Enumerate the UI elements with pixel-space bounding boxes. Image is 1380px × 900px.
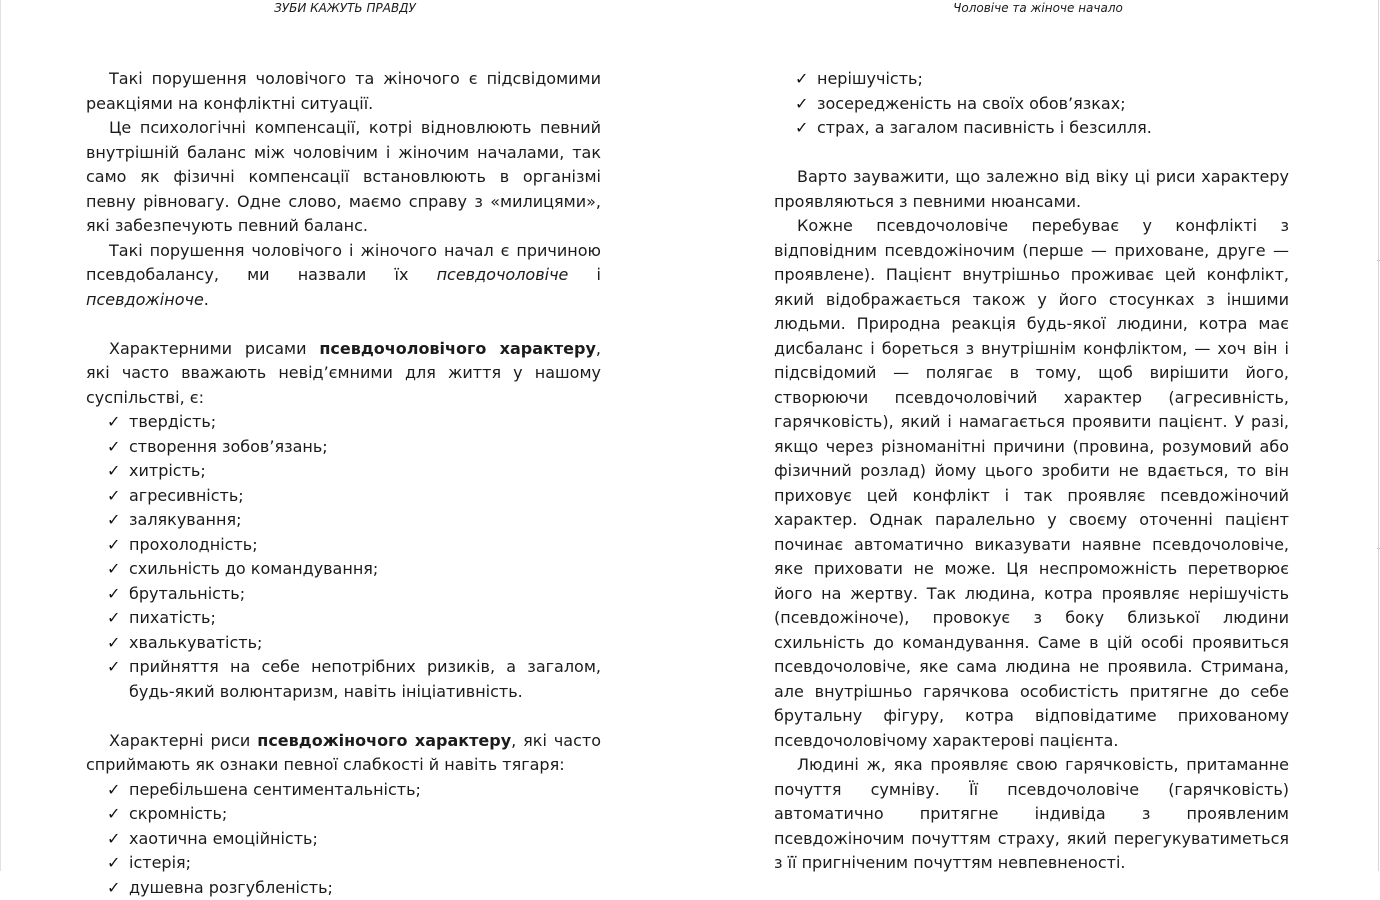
text-run: і (568, 265, 601, 284)
text-run: , які часто вважають невід’ємними для життя у нашому суспільстві, є: (86, 339, 601, 407)
paragraph: Такі порушення чоловічого та жіночого є підсвідомими реакціями на конфліктні ситуації. (86, 67, 601, 116)
list-item (86, 410, 601, 435)
text-run: Характерними рисами (109, 339, 319, 358)
list-item (774, 92, 1289, 117)
check-icon: ✓ (107, 557, 123, 582)
check-icon: ✓ (107, 606, 123, 631)
list-item-text: хвалькуватість; (129, 633, 262, 652)
right-page (688, 0, 1368, 871)
paragraph (86, 729, 601, 778)
list-item-text: хитрість; (129, 461, 206, 480)
list-item-text: створення зобов’язань; (129, 437, 328, 456)
list-item-text: скромність; (129, 804, 227, 823)
paragraph (86, 239, 601, 313)
paragraph (86, 337, 601, 411)
paragraph: Людині ж, яка проявляє свою гарячковість, притаманне почуття сумніву. Її псевдочоловіче (гарячковість) автоматично притягне індивіда з проявленим псевдожіночим почуттям страху, який перегукуватиметься з її пригніченим почуттям невпевненості. (774, 753, 1289, 876)
feminine-traits-list (86, 778, 601, 900)
list-item-text: перебільшена сентиментальність; (129, 780, 421, 799)
check-icon: ✓ (107, 802, 123, 827)
bold-term: псевдочоловічого характеру (319, 339, 596, 358)
check-icon: ✓ (107, 827, 123, 852)
paragraph: Варто зауважити, що залежно від віку ці риси характеру проявляються з певними нюансами. (774, 165, 1289, 214)
check-icon: ✓ (107, 459, 123, 484)
list-item (86, 582, 601, 607)
right-page-body (774, 67, 1289, 876)
check-icon: ✓ (795, 116, 811, 141)
running-head-left: ЗУБИ КАЖУТЬ ПРАВДУ (230, 0, 460, 16)
list-item-text: нерішучість; (817, 69, 923, 88)
check-icon: ✓ (107, 508, 123, 533)
masculine-traits-list (86, 410, 601, 704)
list-item (86, 606, 601, 631)
list-item-text: прийняття на себе непотрібних ризиків, а загалом, будь-який волюнтаризм, навіть ініціативність. (129, 657, 601, 701)
left-page (0, 0, 688, 871)
check-icon: ✓ (107, 655, 123, 680)
list-item-text: пихатість; (129, 608, 216, 627)
list-item (86, 802, 601, 827)
list-item (86, 533, 601, 558)
list-item-text: зосередженість на своїх обов’язках; (817, 94, 1126, 113)
check-icon: ✓ (107, 435, 123, 460)
italic-term: псевдочоловіче (437, 265, 569, 284)
list-item-text: агресивність; (129, 486, 244, 505)
list-item (774, 67, 1289, 92)
list-item-text: брутальність; (129, 584, 245, 603)
text-run: Такі порушення чоловічого і жіночого начал є причиною псевдобалансу, ми назвали їх (86, 241, 601, 285)
check-icon: ✓ (107, 851, 123, 876)
text-run: . (204, 290, 209, 309)
list-item (86, 484, 601, 509)
list-item-text: страх, а загалом пасивність і безсилля. (817, 118, 1152, 137)
check-icon: ✓ (107, 484, 123, 509)
list-item-text: твердість; (129, 412, 216, 431)
text-run: , які часто сприймають як ознаки певної слабкості й навіть тягаря: (86, 731, 601, 775)
list-item (86, 851, 601, 876)
list-item (86, 435, 601, 460)
running-head-right: Чоловіче та жіноче начало (918, 0, 1158, 16)
feminine-traits-list-continued (774, 67, 1289, 141)
list-item-text: істерія; (129, 853, 191, 872)
list-item (86, 827, 601, 852)
list-item (86, 778, 601, 803)
check-icon: ✓ (795, 92, 811, 117)
check-icon: ✓ (107, 631, 123, 656)
check-icon: ✓ (107, 410, 123, 435)
list-item-text: хаотична емоційність; (129, 829, 318, 848)
list-item-text: душевна розгубленість; (129, 878, 333, 897)
viewer-edge (1378, 0, 1379, 871)
text-run: Характерні риси (109, 731, 257, 750)
list-item (86, 508, 601, 533)
list-item (86, 631, 601, 656)
list-item (774, 116, 1289, 141)
list-item (86, 655, 601, 704)
spacer (86, 312, 601, 337)
paragraph: Це психологічні компенсації, котрі відновлюють певний внутрішній баланс між чоловічим і жіночим началами, так само як фізичні компенсації встановлюють в організмі певну рівновагу. Одне слово, маємо справу з «милицями», які забезпечують певний баланс. (86, 116, 601, 239)
check-icon: ✓ (107, 582, 123, 607)
check-icon: ✓ (795, 67, 811, 92)
list-item (86, 557, 601, 582)
list-item-text: схильність до командування; (129, 559, 378, 578)
list-item (86, 876, 601, 900)
spacer (774, 141, 1289, 166)
check-icon: ✓ (107, 778, 123, 803)
list-item-text: залякування; (129, 510, 241, 529)
bold-term: псевдожіночого характеру (257, 731, 511, 750)
spacer (86, 704, 601, 729)
list-item-text: прохолодність; (129, 535, 258, 554)
paragraph: Кожне псевдочоловіче перебуває у конфлікті з відповідним псевдожіночим (перше — приховане, друге — проявлене). Пацієнт внутрішньо проживає цей конфлікт, який відображається також у його стосунках з іншими людьми. Природна реакція будь-якої людини, котра має дисбаланс і бореться з внутрішнім конфліктом, — хоч він і підсвідомий — полягає в тому, щоб вирішити його, створюючи псевдочоловічий характер (агресивність, гарячковість), який і намагається проявити пацієнт. У разі, якщо через різноманітні причини (провина, розумовий або фізичний розлад) йому цього зробити не вдається, то він приховує цей конфлікт і так проявляє псевдожіночий характер. Однак паралельно у своєму оточенні пацієнт починає автоматично виказувати наявне псевдочоловіче, яке приховати не може. Ця неспроможність перетворює його на жертву. Так людина, котра проявляє нерішучість (псевдожіноче), провокує з боку близької людини схильність до командування. Саме в цій особі проявиться псевдочоловіче, яке сама людина не проявила. Стримана, але внутрішньо гарячкова особистість притягне до себе брутальну фігуру, котра відповідатиме прихованому псевдочоловічому характерові пацієнта. (774, 214, 1289, 753)
list-item (86, 459, 601, 484)
italic-term: псевдожіноче (86, 290, 204, 309)
check-icon: ✓ (107, 876, 123, 900)
left-page-body (86, 67, 601, 900)
check-icon: ✓ (107, 533, 123, 558)
